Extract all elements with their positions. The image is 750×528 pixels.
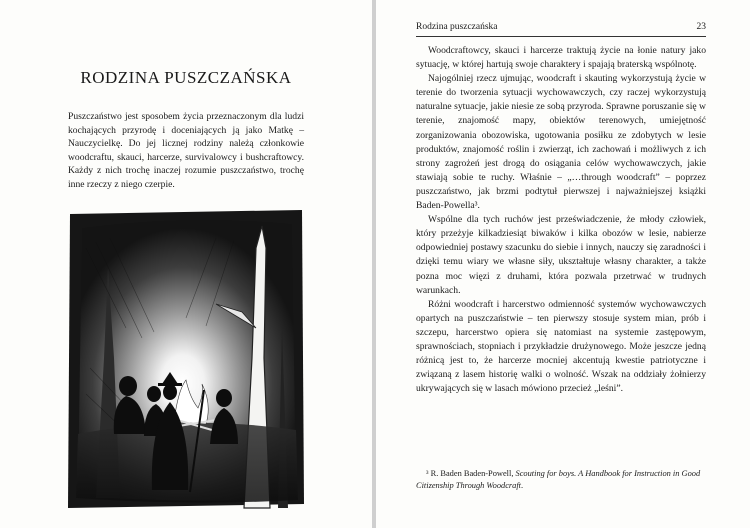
intro-paragraph: Puszczaństwo jest sposobem życia przeznaczonym dla ludzi kochających przyrodę i doceniających ją jako Matkę – Nauczycielkę. Do jej licznej rodziny należą członkowie woodcraftu, skauci, harcerze, survivalowcy i bushcraftowcy. Każdy z nich trochę inaczej rozumie puszczaństwo, trochę inne rzeczy z niego czerpie. [68,111,304,190]
running-header [416,22,706,37]
campfire-illustration [66,208,306,510]
footnote [416,468,706,491]
paragraph: Różni woodcraft i harcerstwo odmienność systemów wychowawczych opartych na puszczaństwie – ten pierwszy stosuje system mian, prób i szczepu, harcerstwo opiera się natomiast na systemie zastępowym, sprawnościach, stopniach i przykładzie drużynowego. Może jeszcze jedną różnicą jest to, że harcerze mocniej akcentują kwestie patriotyczne i związaną z lasem historię walki o wolność. Wszak na oddziały żołnierzy ukrywających się w lasach mówiono przecież „leśni”. [416,298,706,395]
footnote-marker: ³ [426,469,429,478]
body-text [416,44,706,396]
footnote-book-title: Scouting for boys. A Handbook for Instruction in Good Citizenship Through Woodcraft [416,469,701,490]
chapter-title: RODZINA PUSZCZAŃSKA [80,68,292,87]
footnote-end: . [521,480,524,490]
paragraph: Woodcraftowcy, skauci i harcerze traktują życie na łonie natury jako sytuację, w której hartują swoje charaktery i spajają braterską wspólnotę. [416,45,706,71]
right-page [376,0,750,528]
paragraph: Wspólne dla tych ruchów jest przeświadczenie, że młody człowiek, który przeżyje kilkadziesiąt biwaków i kilka obozów w lesie, nabierze odpowiedniej postawy szacunku do siebie i innych, nauczy się zaradności i dzięki temu wiary we własne siły, ukształtuje własny charakter, a także pozna moc więzi z druhami, która pozwala przetrwać w trudnych warunkach. [416,214,706,296]
paragraph: Najogólniej rzecz ujmując, woodcraft i skauting wykorzystują życie w terenie do tworzenia sytuacji wychowawczych, czy raczej wykorzystują naturalne sytuacje, jakie niesie ze sobą przyroda. Sprawne poruszanie się w terenie, znajomość mapy, obiektów terenowych, umiejętność zorganizowania obozowiska, ugotowania posiłku ze zdobytych w lesie produktów, znajomość roślin i zwierząt, ich zachowań i możliwych z ich strony zagrożeń jest drogą do osiągania celów wychowawczych, jakie stawiają sobie te ruchy. Właśnie – „…through woodcraft” – poprzez puszczaństwo, jak brzmi podtytuł pierwszej i najważniejszej książki Baden-Powella³. [416,73,706,212]
running-header-title: Rodzina puszczańska [416,22,498,32]
page-number: 23 [696,22,706,32]
footnote-author: R. Baden Baden-Powell, [430,469,514,478]
left-page [0,0,372,528]
